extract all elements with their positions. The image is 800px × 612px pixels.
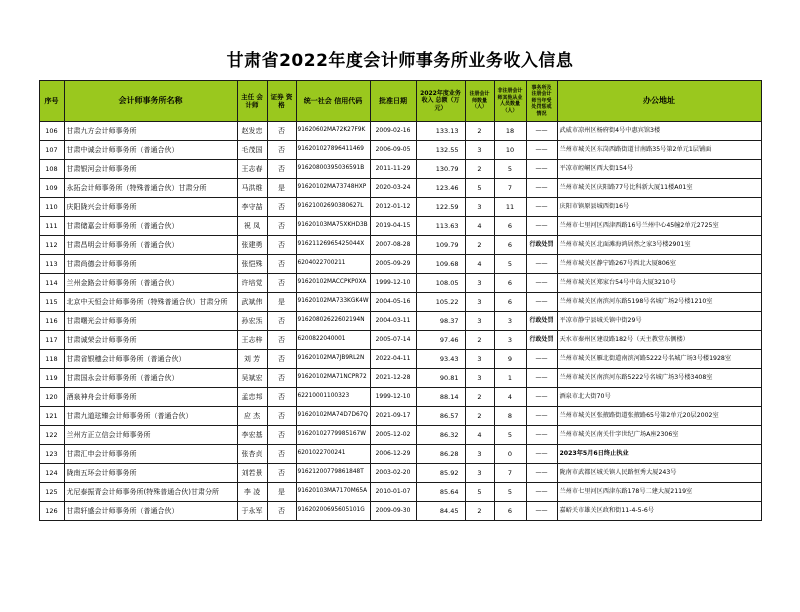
cell-credit_code: 91620802622602194N [296, 312, 370, 331]
cell-revenue_2022: 109.79 [416, 236, 465, 255]
cell-non_cpa_staff_count: 6 [494, 236, 526, 255]
cell-securities_qualification: 是 [267, 483, 296, 502]
cell-revenue_2022: 113.63 [416, 217, 465, 236]
cell-cpa_count: 3 [465, 350, 494, 369]
cell-penalty: —— [526, 122, 557, 141]
cell-non_cpa_staff_count: 5 [494, 255, 526, 274]
table-row [39, 255, 761, 274]
cell-firm_name: 甘肃银河会计师事务所 [64, 160, 237, 179]
cell-penalty: —— [526, 388, 557, 407]
cell-cpa_count: 3 [465, 369, 494, 388]
cell-revenue_2022: 84.45 [416, 502, 465, 521]
cell-index: 108 [39, 160, 64, 179]
cell-chief_accountant: 毛茂国 [237, 141, 267, 160]
cell-penalty: —— [526, 502, 557, 521]
cell-non_cpa_staff_count: 5 [494, 426, 526, 445]
cell-securities_qualification: 否 [267, 312, 296, 331]
cell-penalty: —— [526, 464, 557, 483]
table-row [39, 274, 761, 293]
cell-non_cpa_staff_count: 10 [494, 141, 526, 160]
cell-office_address: 兰州市城关区雁北街道南滨河路5222号名城广场3号楼1928室 [557, 350, 761, 369]
cell-securities_qualification: 否 [267, 464, 296, 483]
cell-index: 124 [39, 464, 64, 483]
cell-office_address: 兰州市城关区南关什字世纪广场A座2306室 [557, 426, 761, 445]
cell-office_address: 兰州市城关区静宁路267号西北大厦806室 [557, 255, 761, 274]
cell-approval_date: 2010-01-07 [370, 483, 416, 502]
cell-approval_date: 2021-12-28 [370, 369, 416, 388]
table-row [39, 331, 761, 350]
column-header-cpa_count: 注册会计 师数量 （人） [465, 81, 494, 122]
cell-approval_date: 2005-12-02 [370, 426, 416, 445]
cell-penalty: —— [526, 141, 557, 160]
cell-securities_qualification: 是 [267, 293, 296, 312]
cell-securities_qualification: 否 [267, 141, 296, 160]
cell-non_cpa_staff_count: 5 [494, 483, 526, 502]
cell-firm_name: 甘肃九方会计师事务所 [64, 122, 237, 141]
cell-credit_code: 91620102MA7JB9RL2N [296, 350, 370, 369]
cell-index: 126 [39, 502, 64, 521]
cell-firm_name: 兰州金路会计师事务所（普通合伙） [64, 274, 237, 293]
cell-penalty: —— [526, 160, 557, 179]
cell-securities_qualification: 否 [267, 198, 296, 217]
cell-penalty: —— [526, 274, 557, 293]
cell-non_cpa_staff_count: 3 [494, 312, 526, 331]
cell-penalty: —— [526, 179, 557, 198]
cell-firm_name: 甘肃昌明会计师事务所（普通合伙） [64, 236, 237, 255]
cell-firm_name: 甘肃汇申会计师事务所 [64, 445, 237, 464]
cell-index: 112 [39, 236, 64, 255]
cell-approval_date: 2022-04-11 [370, 350, 416, 369]
cell-non_cpa_staff_count: 9 [494, 350, 526, 369]
cell-firm_name: 甘肃省银穗会计师事务所（普通合伙） [64, 350, 237, 369]
cell-approval_date: 2005-09-29 [370, 255, 416, 274]
cell-chief_accountant: 祝 凤 [237, 217, 267, 236]
cell-penalty: —— [526, 445, 557, 464]
cell-non_cpa_staff_count: 6 [494, 502, 526, 521]
cell-index: 118 [39, 350, 64, 369]
cell-office_address: 陇南市武都区城关镇人民路恒秀大厦243号 [557, 464, 761, 483]
cell-penalty: —— [526, 407, 557, 426]
cell-non_cpa_staff_count: 1 [494, 369, 526, 388]
revenue-table [39, 80, 762, 521]
cell-office_address: 酒泉市北大街70号 [557, 388, 761, 407]
cell-non_cpa_staff_count: 0 [494, 445, 526, 464]
cell-credit_code: 6204022700211 [296, 255, 370, 274]
cell-securities_qualification: 否 [267, 369, 296, 388]
cell-index: 116 [39, 312, 64, 331]
cell-index: 125 [39, 483, 64, 502]
cell-firm_name: 北京中天恒会计师事务所（特殊普通合伙）甘肃分所 [64, 293, 237, 312]
cell-revenue_2022: 123.46 [416, 179, 465, 198]
cell-office_address: 嘉峪关市雄关区政和街11-4-5-6号 [557, 502, 761, 521]
cell-index: 120 [39, 388, 64, 407]
cell-revenue_2022: 97.46 [416, 331, 465, 350]
cell-credit_code: 91620200695605101G [296, 502, 370, 521]
table-row [39, 293, 761, 312]
cell-cpa_count: 2 [465, 236, 494, 255]
cell-firm_name: 甘肃曙光会计师事务所 [64, 312, 237, 331]
table-row [39, 464, 761, 483]
cell-revenue_2022: 109.68 [416, 255, 465, 274]
cell-cpa_count: 2 [465, 502, 494, 521]
cell-credit_code: 91620800395036591B [296, 160, 370, 179]
cell-revenue_2022: 93.43 [416, 350, 465, 369]
column-header-approval_date: 批准日期 [370, 81, 416, 122]
cell-credit_code: 6201022700241 [296, 445, 370, 464]
cell-revenue_2022: 85.64 [416, 483, 465, 502]
cell-penalty: —— [526, 293, 557, 312]
cell-non_cpa_staff_count: 4 [494, 388, 526, 407]
cell-office_address: 2023年5月6日终止执业 [557, 445, 761, 464]
cell-revenue_2022: 132.55 [416, 141, 465, 160]
cell-index: 110 [39, 198, 64, 217]
cell-credit_code: 91620602MA72K27F9K [296, 122, 370, 141]
cell-office_address: 兰州市城关区北面滩海鸿居然之家3号楼2901室 [557, 236, 761, 255]
cell-revenue_2022: 86.32 [416, 426, 465, 445]
cell-non_cpa_staff_count: 3 [494, 331, 526, 350]
cell-chief_accountant: 刘若景 [237, 464, 267, 483]
table-row [39, 236, 761, 255]
cell-non_cpa_staff_count: 11 [494, 198, 526, 217]
column-header-securities_qualification: 证券 资格 [267, 81, 296, 122]
cell-penalty: 行政处罚 [526, 312, 557, 331]
cell-securities_qualification: 否 [267, 502, 296, 521]
cell-revenue_2022: 98.37 [416, 312, 465, 331]
cell-approval_date: 2003-02-20 [370, 464, 416, 483]
cell-approval_date: 1999-12-10 [370, 274, 416, 293]
cell-office_address: 平凉市静宁县城关镇中街29号 [557, 312, 761, 331]
cell-office_address: 兰州市城关区南滨河东路5222号名城广场3号楼3408室 [557, 369, 761, 388]
cell-non_cpa_staff_count: 6 [494, 217, 526, 236]
column-header-firm_name: 会计师事务所名称 [64, 81, 237, 122]
table-row [39, 179, 761, 198]
cell-cpa_count: 3 [465, 464, 494, 483]
cell-revenue_2022: 133.13 [416, 122, 465, 141]
cell-approval_date: 2006-12-29 [370, 445, 416, 464]
cell-penalty: —— [526, 350, 557, 369]
cell-office_address: 天水市秦州区建设路182号（天主教堂东侧楼） [557, 331, 761, 350]
cell-chief_accountant: 李守喆 [237, 198, 267, 217]
table-row [39, 407, 761, 426]
cell-credit_code: 916201027896411469 [296, 141, 370, 160]
cell-securities_qualification: 否 [267, 350, 296, 369]
cell-securities_qualification: 是 [267, 179, 296, 198]
cell-revenue_2022: 90.81 [416, 369, 465, 388]
cell-office_address: 兰州市城关区郑家台54号中岛大厦3210号 [557, 274, 761, 293]
cell-penalty: —— [526, 369, 557, 388]
table-row [39, 426, 761, 445]
cell-securities_qualification: 否 [267, 274, 296, 293]
cell-cpa_count: 3 [465, 293, 494, 312]
cell-index: 106 [39, 122, 64, 141]
cell-index: 122 [39, 426, 64, 445]
cell-cpa_count: 3 [465, 274, 494, 293]
table-body [39, 122, 761, 521]
table-row [39, 198, 761, 217]
cell-revenue_2022: 122.59 [416, 198, 465, 217]
cell-approval_date: 2020-03-24 [370, 179, 416, 198]
cell-office_address: 兰州市城关区东岗西路街道甘南路35号第2单元1层铺面 [557, 141, 761, 160]
cell-index: 114 [39, 274, 64, 293]
cell-approval_date: 2009-09-30 [370, 502, 416, 521]
cell-cpa_count: 4 [465, 426, 494, 445]
table-row [39, 445, 761, 464]
cell-non_cpa_staff_count: 5 [494, 160, 526, 179]
cell-cpa_count: 2 [465, 160, 494, 179]
cell-non_cpa_staff_count: 7 [494, 179, 526, 198]
cell-chief_accountant: 张建勇 [237, 236, 267, 255]
cell-office_address: 兰州市城关区庆阳路77号比科新大厦11楼A01室 [557, 179, 761, 198]
cell-credit_code: 91620103MA7170M65A [296, 483, 370, 502]
cell-non_cpa_staff_count: 6 [494, 293, 526, 312]
table-header [39, 81, 761, 122]
cell-approval_date: 2011-11-29 [370, 160, 416, 179]
table-row [39, 388, 761, 407]
cell-index: 117 [39, 331, 64, 350]
cell-revenue_2022: 86.28 [416, 445, 465, 464]
cell-penalty: 行政处罚 [526, 236, 557, 255]
cell-approval_date: 2009-02-16 [370, 122, 416, 141]
cell-penalty: —— [526, 426, 557, 445]
cell-firm_name: 永拓会计师事务所（特殊普通合伙）甘肃分所 [64, 179, 237, 198]
cell-index: 113 [39, 255, 64, 274]
cell-securities_qualification: 否 [267, 407, 296, 426]
cell-index: 109 [39, 179, 64, 198]
cell-approval_date: 2004-03-11 [370, 312, 416, 331]
cell-cpa_count: 3 [465, 312, 494, 331]
column-header-index: 序号 [39, 81, 64, 122]
cell-credit_code: 91620102MA74D7D67Q [296, 407, 370, 426]
cell-index: 119 [39, 369, 64, 388]
cell-index: 115 [39, 293, 64, 312]
table-row [39, 369, 761, 388]
cell-firm_name: 甘肃诚荣会计师事务所 [64, 331, 237, 350]
cell-office_address: 武威市凉州区杨府街4号中惠宾馆3楼 [557, 122, 761, 141]
cell-chief_accountant: 王志春 [237, 160, 267, 179]
cell-credit_code: 91620103MA75XKHD3B [296, 217, 370, 236]
cell-cpa_count: 5 [465, 483, 494, 502]
cell-chief_accountant: 于永军 [237, 502, 267, 521]
cell-firm_name: 庆阳陇兴会计师事务所 [64, 198, 237, 217]
cell-firm_name: 甘肃国永会计师事务所（普通合伙） [64, 369, 237, 388]
cell-firm_name: 陇南五环会计师事务所 [64, 464, 237, 483]
cell-chief_accountant: 孙宏炁 [237, 312, 267, 331]
cell-non_cpa_staff_count: 6 [494, 274, 526, 293]
column-header-chief_accountant: 主任 会计师 [237, 81, 267, 122]
cell-chief_accountant: 李 凌 [237, 483, 267, 502]
header-row [39, 81, 761, 122]
cell-index: 111 [39, 217, 64, 236]
cell-securities_qualification: 否 [267, 122, 296, 141]
cell-credit_code: 62210001100323 [296, 388, 370, 407]
cell-cpa_count: 2 [465, 407, 494, 426]
cell-chief_accountant: 孟忠邦 [237, 388, 267, 407]
cell-securities_qualification: 否 [267, 236, 296, 255]
cell-firm_name: 甘肃储嘉会计师事务所（普通合伙） [64, 217, 237, 236]
cell-office_address: 兰州市七里河区西津西路16号兰州中心45幢2单元2725室 [557, 217, 761, 236]
cell-chief_accountant: 张恺殊 [237, 255, 267, 274]
column-header-office_address: 办公地址 [557, 81, 761, 122]
cell-chief_accountant: 李宏基 [237, 426, 267, 445]
cell-chief_accountant: 吴斌宏 [237, 369, 267, 388]
cell-approval_date: 2006-09-05 [370, 141, 416, 160]
cell-approval_date: 2019-04-15 [370, 217, 416, 236]
cell-securities_qualification: 否 [267, 255, 296, 274]
cell-penalty: 行政处罚 [526, 331, 557, 350]
cell-revenue_2022: 105.22 [416, 293, 465, 312]
cell-office_address: 平凉市崆峒区西大街154号 [557, 160, 761, 179]
column-header-penalty: 事务所及 注册会计 师当年受 处罚惩戒 情况 [526, 81, 557, 122]
cell-chief_accountant: 张杏贞 [237, 445, 267, 464]
cell-revenue_2022: 88.14 [416, 388, 465, 407]
cell-credit_code: 91620102779985167W [296, 426, 370, 445]
cell-firm_name: 兰州方正立信会计师事务所 [64, 426, 237, 445]
cell-index: 123 [39, 445, 64, 464]
page-title: 甘肃省2022年度会计师事务所业务收入信息 [226, 51, 574, 71]
table-row [39, 350, 761, 369]
cell-approval_date: 2004-05-16 [370, 293, 416, 312]
cell-securities_qualification: 否 [267, 331, 296, 350]
cell-index: 121 [39, 407, 64, 426]
cell-cpa_count: 3 [465, 198, 494, 217]
cell-penalty: —— [526, 217, 557, 236]
cell-cpa_count: 2 [465, 388, 494, 407]
cell-firm_name: 甘肃轩盛会计师事务所（普通合伙） [64, 502, 237, 521]
cell-index: 107 [39, 141, 64, 160]
table-row [39, 312, 761, 331]
cell-credit_code: 91621002690380627L [296, 198, 370, 217]
cell-approval_date: 1999-12-10 [370, 388, 416, 407]
cell-securities_qualification: 否 [267, 217, 296, 236]
cell-credit_code: 91620102MACCPKP0XA [296, 274, 370, 293]
cell-penalty: —— [526, 483, 557, 502]
cell-cpa_count: 3 [465, 141, 494, 160]
cell-approval_date: 2021-09-17 [370, 407, 416, 426]
cell-revenue_2022: 130.79 [416, 160, 465, 179]
cell-credit_code: 91620102MA71NCPR72 [296, 369, 370, 388]
cell-firm_name: 尤尼泰振青会计师事务所(特殊普通合伙)甘肃分所 [64, 483, 237, 502]
cell-office_address: 庆阳市镇原县城西街16号 [557, 198, 761, 217]
cell-office_address: 兰州市城关区南滨河东路5198号名城广场2号楼1210室 [557, 293, 761, 312]
cell-chief_accountant: 刘 芳 [237, 350, 267, 369]
cell-non_cpa_staff_count: 8 [494, 407, 526, 426]
cell-firm_name: 甘肃九道玹臻会计师事务所（普通合伙） [64, 407, 237, 426]
cell-office_address: 兰州市城关区张掖路街道张掖路65号第2单元20层2002室 [557, 407, 761, 426]
cell-credit_code: 91620102MA73748HXP [296, 179, 370, 198]
cell-non_cpa_staff_count: 18 [494, 122, 526, 141]
cell-revenue_2022: 86.57 [416, 407, 465, 426]
cell-approval_date: 2007-08-28 [370, 236, 416, 255]
cell-chief_accountant: 应 杰 [237, 407, 267, 426]
column-header-non_cpa_staff_count: 非注册会计 师其他从业 人员数量 （人） [494, 81, 526, 122]
cell-firm_name: 甘肃尚德会计师事务所 [64, 255, 237, 274]
table-row [39, 160, 761, 179]
cell-revenue_2022: 85.92 [416, 464, 465, 483]
cell-cpa_count: 4 [465, 217, 494, 236]
cell-securities_qualification: 否 [267, 445, 296, 464]
column-header-revenue_2022: 2022年度业务收入 总额（万元） [416, 81, 465, 122]
cell-non_cpa_staff_count: 7 [494, 464, 526, 483]
cell-office_address: 兰州市七里河区西津东路178号二建大厦2119室 [557, 483, 761, 502]
cell-cpa_count: 5 [465, 179, 494, 198]
table-row [39, 502, 761, 521]
cell-penalty: —— [526, 198, 557, 217]
cell-cpa_count: 4 [465, 255, 494, 274]
cell-chief_accountant: 许培觉 [237, 274, 267, 293]
cell-firm_name: 酒泉神舟会计师事务所 [64, 388, 237, 407]
cell-chief_accountant: 武斌伟 [237, 293, 267, 312]
cell-penalty: —— [526, 255, 557, 274]
table-row [39, 217, 761, 236]
cell-chief_accountant: 王志梓 [237, 331, 267, 350]
cell-cpa_count: 2 [465, 331, 494, 350]
cell-securities_qualification: 否 [267, 388, 296, 407]
cell-securities_qualification: 否 [267, 160, 296, 179]
cell-chief_accountant: 赵发忠 [237, 122, 267, 141]
cell-credit_code: 91621200779861848T [296, 464, 370, 483]
cell-credit_code: 6200822040001 [296, 331, 370, 350]
cell-cpa_count: 2 [465, 122, 494, 141]
cell-approval_date: 2005-07-14 [370, 331, 416, 350]
table-row [39, 122, 761, 141]
cell-firm_name: 甘肃中诚会计师事务所（普通合伙） [64, 141, 237, 160]
column-header-credit_code: 统一社会 信用代码 [296, 81, 370, 122]
cell-approval_date: 2012-01-12 [370, 198, 416, 217]
table-row [39, 141, 761, 160]
cell-revenue_2022: 108.05 [416, 274, 465, 293]
cell-securities_qualification: 否 [267, 426, 296, 445]
cell-credit_code: 91620102MA733KGK4W [296, 293, 370, 312]
cell-cpa_count: 3 [465, 445, 494, 464]
table-row [39, 483, 761, 502]
cell-credit_code: 91621126965425044X [296, 236, 370, 255]
cell-chief_accountant: 马洪维 [237, 179, 267, 198]
